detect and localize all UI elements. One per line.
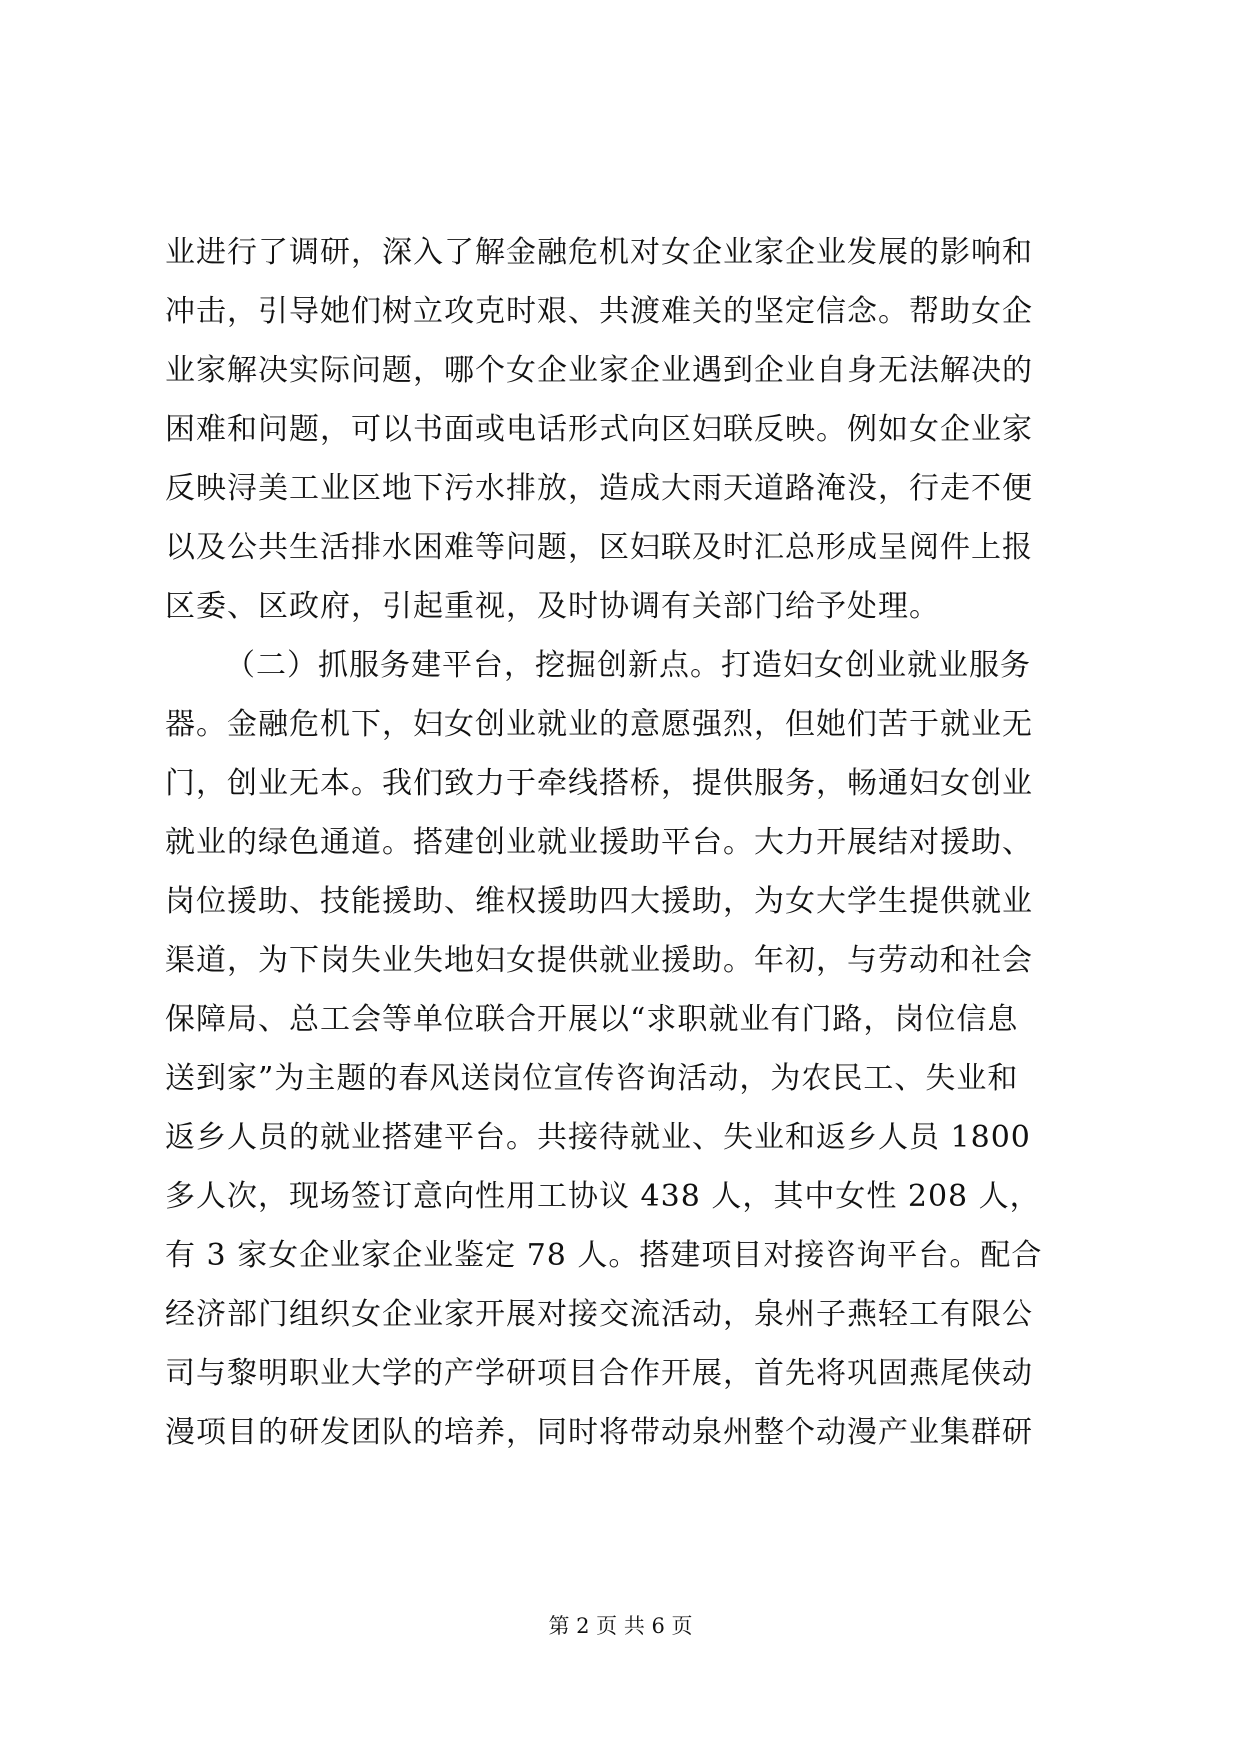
text-line: 多人次，现场签订意向性用工协议 438 人，其中女性 208 人， bbox=[165, 1179, 1041, 1214]
text-line: 冲击，引导她们树立攻克时艰、共渡难关的坚定信念。帮助女企 bbox=[165, 294, 1033, 329]
page-number-footer: 第 2 页 共 6 页 bbox=[548, 1614, 693, 1638]
text-line: 门，创业无本。我们致力于牵线搭桥，提供服务，畅通妇女创业 bbox=[165, 766, 1033, 801]
text-line: 反映浔美工业区地下污水排放，造成大雨天道路淹没，行走不便 bbox=[165, 471, 1033, 506]
body-text bbox=[165, 223, 1085, 1462]
text-line: 返乡人员的就业搭建平台。共接待就业、失业和返乡人员 1800 bbox=[165, 1120, 1031, 1155]
text-line: 岗位援助、技能援助、维权援助四大援助，为女大学生提供就业 bbox=[165, 884, 1033, 919]
text-line: 送到家”为主题的春风送岗位宣传咨询活动，为农民工、失业和 bbox=[165, 1061, 1019, 1096]
text-line: 区委、区政府，引起重视，及时协调有关部门给予处理。 bbox=[165, 589, 940, 624]
text-line: 就业的绿色通道。搭建创业就业援助平台。大力开展结对援助、 bbox=[165, 825, 1033, 860]
text-line: 困难和问题，可以书面或电话形式向区妇联反映。例如女企业家 bbox=[165, 412, 1033, 447]
text-line: 漫项目的研发团队的培养，同时将带动泉州整个动漫产业集群研 bbox=[165, 1415, 1033, 1450]
text-line: 以及公共生活排水困难等问题，区妇联及时汇总形成呈阅件上报 bbox=[165, 530, 1033, 565]
text-line: 有 3 家女企业家企业鉴定 78 人。搭建项目对接咨询平台。配合 bbox=[165, 1238, 1043, 1273]
text-line-paragraph-start: （二）抓服务建平台，挖掘创新点。打造妇女创业就业服务 bbox=[225, 648, 1031, 683]
text-line: 经济部门组织女企业家开展对接交流活动，泉州子燕轻工有限公 bbox=[165, 1297, 1033, 1332]
text-line: 渠道，为下岗失业失地妇女提供就业援助。年初，与劳动和社会 bbox=[165, 943, 1033, 978]
text-line: 司与黎明职业大学的产学研项目合作开展，首先将巩固燕尾侠动 bbox=[165, 1356, 1033, 1391]
text-line: 业进行了调研，深入了解金融危机对女企业家企业发展的影响和 bbox=[165, 235, 1033, 270]
text-line: 器。金融危机下，妇女创业就业的意愿强烈，但她们苦于就业无 bbox=[165, 707, 1033, 742]
text-line: 业家解决实际问题，哪个女企业家企业遇到企业自身无法解决的 bbox=[165, 353, 1033, 388]
text-line: 保障局、总工会等单位联合开展以“求职就业有门路，岗位信息 bbox=[165, 1002, 1019, 1037]
